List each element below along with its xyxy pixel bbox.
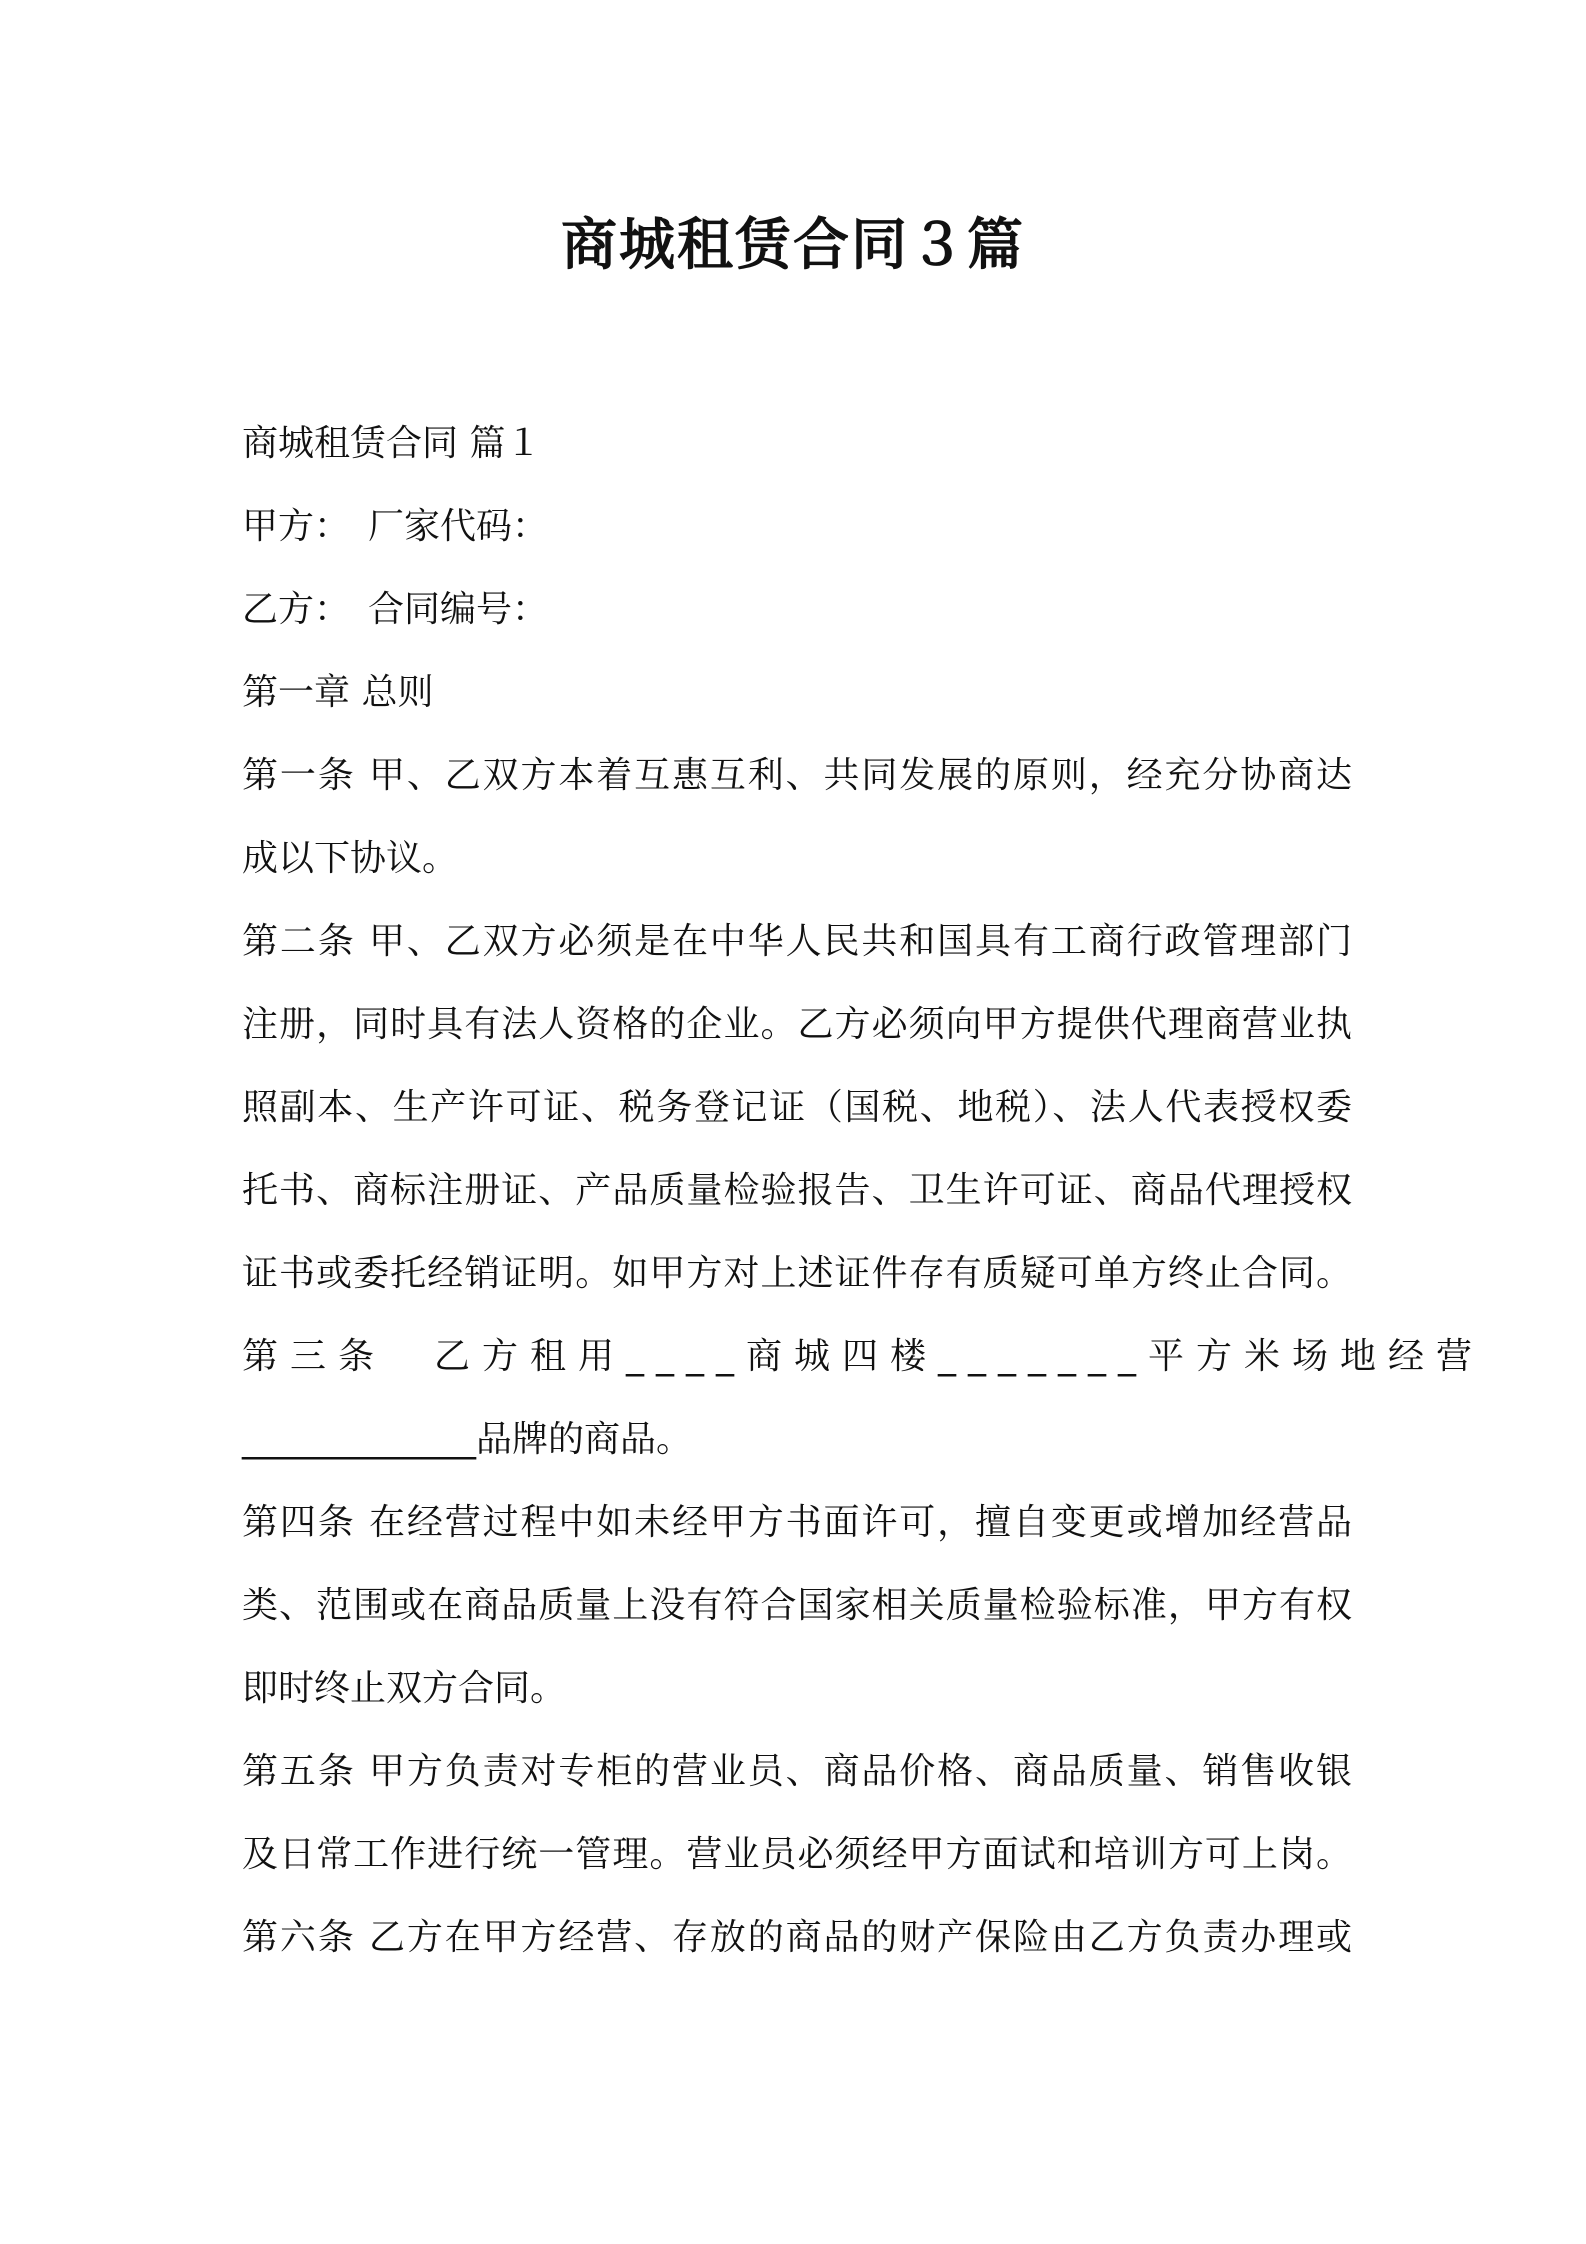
- document-title: 商城租赁合同３篇: [561, 213, 1025, 278]
- article-1-line-1: 第一条 甲、乙双方本着互惠互利、共同发展的原则，经充分协商达: [242, 755, 1352, 796]
- document-body: [242, 402, 1485, 1979]
- article-3-line-2: _____________品牌的商品。: [242, 1419, 693, 1460]
- party-b-line: 乙方： 合同编号：: [242, 589, 549, 630]
- article-5-line-2: 及日常工作进行统一管理。营业员必须经甲方面试和培训方可上岗。: [242, 1834, 1352, 1875]
- article-2-line-4: 托书、商标注册证、产品质量检验报告、卫生许可证、商品代理授权: [242, 1170, 1352, 1211]
- article-4-line-2: 类、范围或在商品质量上没有符合国家相关质量检验标准，甲方有权: [242, 1585, 1352, 1626]
- article-5-line-1: 第五条 甲方负责对专柜的营业员、商品价格、商品质量、销售收银: [242, 1751, 1352, 1792]
- article-4-line-3: 即时终止双方合同。: [242, 1668, 567, 1709]
- section-heading: 商城租赁合同 篇１: [242, 423, 542, 464]
- article-3-line-1: 第三条 乙方租用____商城四楼_______平方米场地经营: [242, 1336, 1485, 1377]
- article-2-line-5: 证书或委托经销证明。如甲方对上述证件存有质疑可单方终止合同。: [242, 1253, 1352, 1294]
- article-4-line-1: 第四条 在经营过程中如未经甲方书面许可，擅自变更或增加经营品: [242, 1502, 1352, 1543]
- article-1-line-2: 成以下协议。: [242, 838, 459, 879]
- party-a-line: 甲方： 厂家代码：: [242, 506, 549, 547]
- chapter-heading: 第一章 总则: [242, 672, 434, 713]
- article-6-line-1: 第六条 乙方在甲方经营、存放的商品的财产保险由乙方负责办理或: [242, 1917, 1352, 1958]
- article-2-line-2: 注册，同时具有法人资格的企业。乙方必须向甲方提供代理商营业执: [242, 1004, 1352, 1045]
- article-2-line-1: 第二条 甲、乙双方必须是在中华人民共和国具有工商行政管理部门: [242, 921, 1352, 962]
- article-2-line-3: 照副本、生产许可证、税务登记证（国税、地税）、法人代表授权委: [242, 1087, 1352, 1128]
